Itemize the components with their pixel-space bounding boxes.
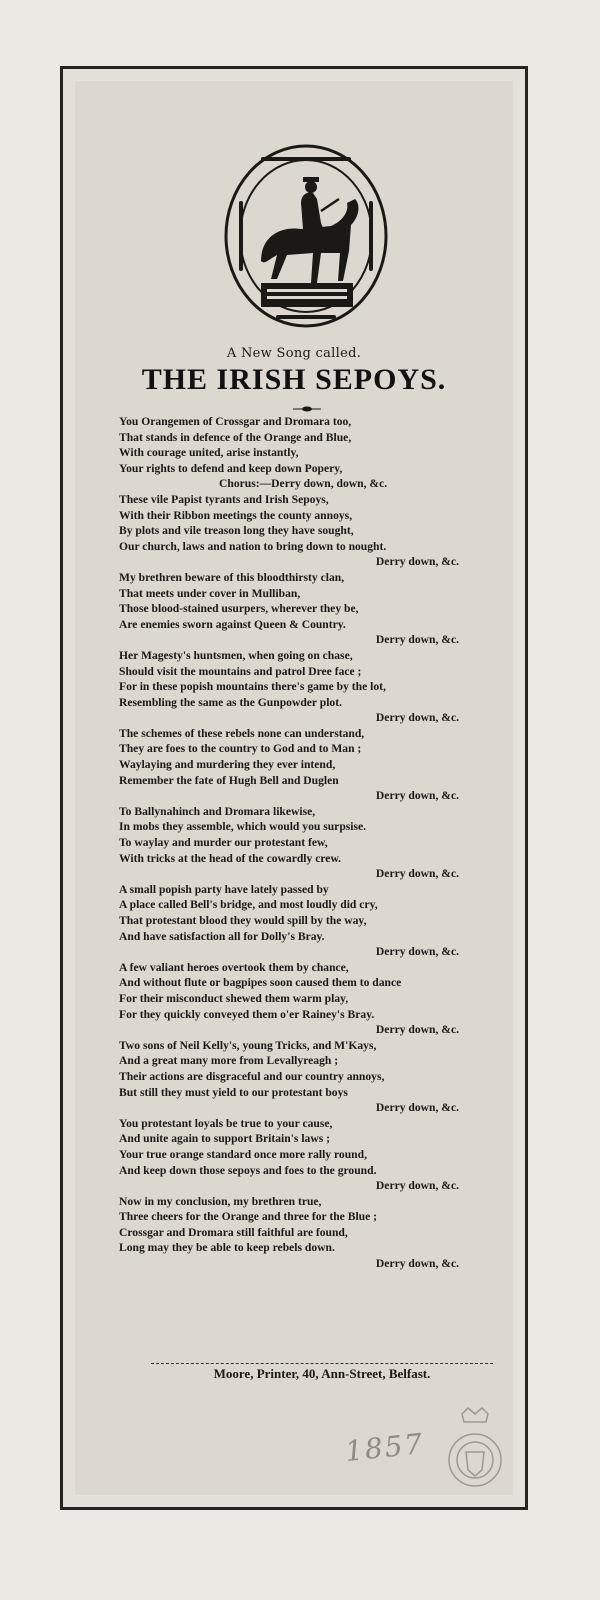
verse-line: That protestant blood they would spill by the way, (119, 914, 367, 927)
verse-line: By plots and vile treason long they have sought, (119, 524, 354, 538)
verse-line: And keep down those sepoys and foes to the ground. (119, 1163, 377, 1177)
verse-line: With courage united, arise instantly, (119, 446, 299, 460)
verse-line: With their Ribbon meetings the county annoys, (119, 508, 353, 522)
library-stamp-icon (440, 1406, 510, 1496)
verse-line: A place called Bell's bridge, and most loudly did cry, (119, 898, 378, 912)
verse-line: Their actions are disgraceful and our country annoys, (119, 1069, 385, 1083)
refrain-line: Derry down, &c. (375, 633, 459, 647)
refrain-line: Derry down, &c. (375, 1101, 459, 1115)
verse-line: These vile Papist tyrants and Irish Sepoys, (119, 492, 329, 506)
verse-line: Waylaying and murdering they ever intend, (119, 758, 336, 772)
verse-line: Those blood-stained usurpers, wherever they be, (119, 602, 359, 616)
refrain-line: Derry down, &c. (375, 1257, 459, 1271)
verse-line: Are enemies sworn against Queen & Country. (119, 617, 346, 631)
verse-line: Your rights to defend and keep down Popery, (119, 461, 343, 475)
imprint-rule (151, 1363, 493, 1364)
song-title: THE IRISH SEPOYS. (141, 363, 447, 396)
verse-line: And without flute or bagpipes soon caused them to dance (119, 976, 402, 990)
verse-line: Remember the fate of Hugh Bell and Duglen (119, 773, 339, 787)
verse-line: Should visit the mountains and patrol Dree face ; (119, 664, 362, 678)
verse-line: You Orangemen of Crossgar and Dromara too, (119, 415, 352, 428)
chorus-line: Chorus:—Derry down, down, &c. (219, 477, 388, 491)
divider-ornament-icon (293, 405, 321, 413)
verse-line: With tricks at the head of the cowardly crew. (119, 851, 342, 865)
verse-line: And unite again to support Britain's laws ; (119, 1132, 330, 1146)
refrain-line: Derry down, &c. (375, 945, 459, 959)
verse-line: Now in my conclusion, my brethren true, (119, 1194, 322, 1208)
printer-imprint: Moore, Printer, 40, Ann-Street, Belfast. (213, 1366, 431, 1381)
verse-line: A small popish party have lately passed by (119, 882, 329, 896)
verse-line: For in these popish mountains there's game by the lot, (119, 680, 386, 694)
verse-line: That stands in defence of the Orange and Blue, (119, 430, 352, 444)
refrain-line: Derry down, &c. (375, 555, 459, 569)
verse-line: Your true orange standard once more rally round, (119, 1147, 367, 1161)
song-subtitle: A New Song called. (226, 346, 362, 361)
verse-line: Our church, laws and nation to bring down to nought. (119, 539, 387, 553)
verse-line: That meets under cover in Mulliban, (119, 586, 301, 600)
verse-line: Her Magesty's huntsmen, when going on chase, (119, 648, 353, 662)
verse-line: You protestant loyals be true to your cause, (119, 1116, 333, 1130)
verse-line: Two sons of Neil Kelly's, young Tricks, and M'Kays, (119, 1038, 377, 1052)
refrain-line: Derry down, &c. (375, 711, 459, 725)
verse-line: To Ballynahinch and Dromara likewise, (119, 804, 316, 818)
refrain-line: Derry down, &c. (375, 789, 459, 803)
verse-line: The schemes of these rebels none can understand, (119, 726, 365, 740)
verse-line: And a great many more from Levallyreagh ; (119, 1054, 339, 1068)
verse-line: For they quickly conveyed them o'er Rainey's Bray. (119, 1007, 375, 1021)
broadside-frame (60, 66, 528, 1510)
verse-line: Three cheers for the Orange and three for the Blue ; (119, 1210, 378, 1224)
verse-line: And have satisfaction all for Dolly's Bray. (119, 929, 325, 943)
refrain-line: Derry down, &c. (375, 1023, 459, 1037)
verse-line: Resembling the same as the Gunpowder plot. (119, 695, 342, 709)
verse-line: My brethren beware of this bloodthirsty clan, (119, 570, 345, 584)
refrain-line: Derry down, &c. (375, 867, 459, 881)
verse-line: Crossgar and Dromara still faithful are found, (119, 1225, 348, 1239)
verse-line: For their misconduct shewed them warm play, (119, 991, 349, 1005)
verse-line: But still they must yield to our protestant boys (119, 1085, 348, 1099)
verse-line: Long may they be able to keep rebels down. (119, 1241, 335, 1255)
verse-line: They are foes to the country to God and to Man ; (119, 742, 362, 756)
song-verses (119, 414, 519, 1272)
verse-line: In mobs they assemble, which would you surpsise. (119, 820, 367, 834)
broadside-sheet (75, 81, 513, 1495)
verse-line: A few valiant heroes overtook them by chance, (119, 960, 349, 974)
refrain-line: Derry down, &c. (375, 1179, 459, 1193)
handwritten-year: 1857 (343, 1426, 426, 1469)
king-william-seal-icon (221, 141, 391, 331)
verse-line: To waylay and murder our protestant few, (119, 836, 328, 850)
